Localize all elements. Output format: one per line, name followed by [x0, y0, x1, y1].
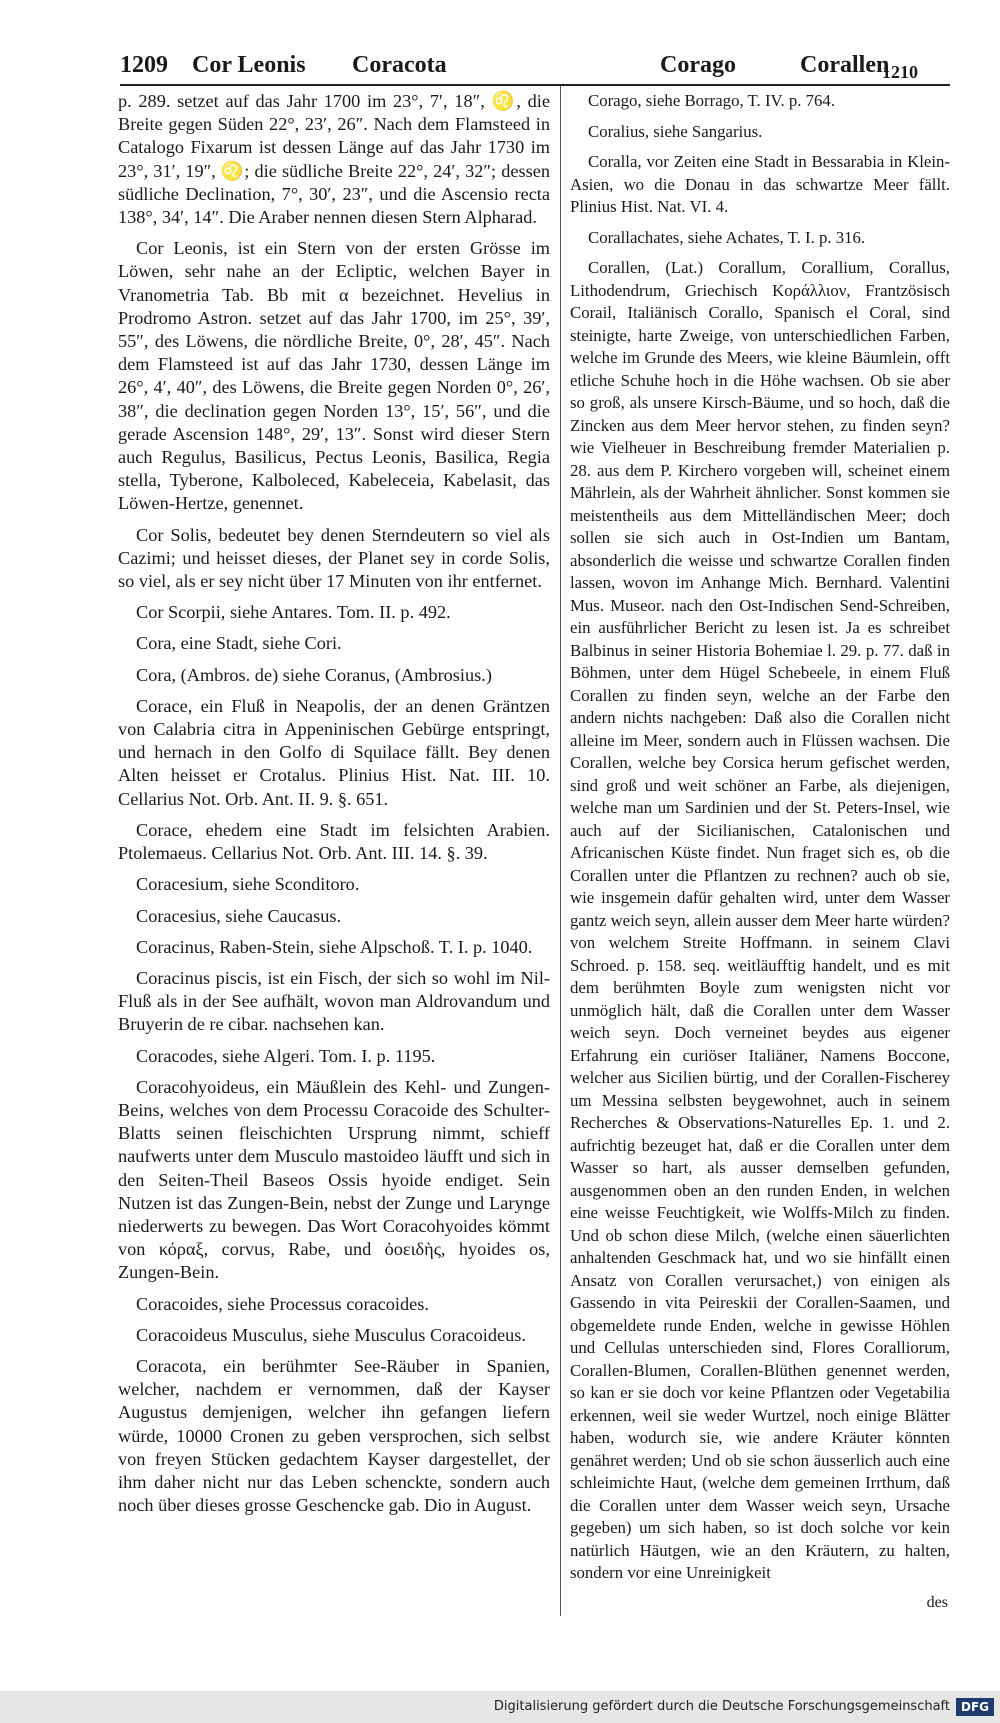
dfg-logo: DFG	[956, 1698, 994, 1716]
entry-cor-solis: Cor Solis, bedeutet bey denen Sterndeutern so viel als Cazimi; und heisset dieses, der Planet sey in corde Solis, so viel, als er sey nicht über 17 Minuten von ihr entfernet.	[118, 524, 550, 592]
entry-corace-stadt: Corace, ehedem eine Stadt im felsichten Arabien. Ptolemaeus. Cellarius Not. Orb. Ant. III. 14. §. 39.	[118, 819, 550, 864]
page-number-right: 1210	[882, 62, 918, 82]
catchword: des	[926, 1594, 948, 1611]
entry-coracesius: Coracesius, siehe Caucasus.	[136, 905, 342, 926]
entry-coracinus: Coracinus, Raben-Stein, siehe Alpschoß. T. I. p. 1040.	[136, 936, 533, 957]
entry-coralla: Coralla, vor Zeiten eine Stadt in Bessarabia in Klein-Asien, wo die Donau in das schwartze Meer fällt. Plinius Hist. Nat. VI. 4.	[570, 152, 950, 216]
entry-cor-scorpii: Cor Scorpii, siehe Antares. Tom. II. p. 492.	[136, 602, 451, 623]
entry-coracinus-piscis: Coracinus piscis, ist ein Fisch, der sich so wohl im Nil-Fluß als in der See aufhält, wovon man Aldrovandum und Bruyerin de re cibar. nachsehen kan.	[118, 967, 550, 1035]
entry-cor-leonis: Cor Leonis, ist ein Stern von der ersten Grösse im Löwen, sehr nahe an der Ecliptic, welchen Bayer in Vranometria Tab. Bb mit α bezeichnet. Hevelius in Prodromo Astron. setzet auf das Jahr 1700, im 25°, 39′, 55″, des Löwens, die nördliche Breite, 0°, 28′, 45″. Nach dem Flamsteed ist auf das Jahr 1730, dessen Länge im 26°, 4′, 40″, des Löwens, die Breite gegen Norden 0°, 26′, 38″, die declination gegen Norden 13°, 15′, 56″, und die gerade Ascension 148°, 29′, 13″. Sonst wird dieser Stern auch Regulus, Basilicus, Pectus Leonis, Basilica, Regia stella, Tyberone, Kalboleced, Kabeleceia, Kabelasit, das Löwen-Hertze, genennet.	[118, 238, 550, 514]
page-number-left: 1209	[120, 52, 168, 78]
header-rule	[120, 84, 950, 86]
page-header	[120, 52, 960, 82]
header-word-cor-leonis: Cor Leonis	[192, 52, 306, 78]
entry-coracoideus-musculus: Coracoideus Musculus, siehe Musculus Coracoideus.	[136, 1324, 526, 1345]
digitization-footer	[0, 1691, 1000, 1723]
header-word-corago: Corago	[660, 52, 736, 78]
entry-coracota: Coracota, ein berühmter See-Räuber in Spanien, welcher, nachdem er vernommen, daß der Kayser Augustus demjenigen, welcher ihn gefangen liefern würde, 10000 Cronen zu geben versprochen, sich selbst von freyen Stücken gedachtem Kayser dargestellet, der ihm daher nicht nur das Leben schenckte, sondern auch noch über dieses grosse Geschencke gab. Dio in August.	[118, 1355, 550, 1516]
footer-credit: Digitalisierung gefördert durch die Deutsche Forschungsgemeinschaft	[493, 1699, 950, 1714]
entry-continuation: p. 289. setzet auf das Jahr 1700 im 23°, 7′, 18″, ♌, die Breite gegen Süden 22°, 23′, 26″. Nach dem Flamsteed in Catalogo Fixarum ist dessen Länge auf das Jahr 1730 im 23°, 31′, 19″, ♌; die südliche Breite 22°, 24′, 32″; dessen südliche Declination, 7°, 30′, 23″, und die Ascensio recta 138°, 34′, 14″. Die Araber nennen diesen Stern Alpharad.	[118, 91, 550, 228]
header-word-corallen: Corallen	[800, 52, 890, 78]
entry-cora-ambros: Cora, (Ambros. de) siehe Coranus, (Ambrosius.)	[136, 664, 492, 685]
entry-corallachates: Corallachates, siehe Achates, T. I. p. 316.	[588, 227, 866, 247]
entry-coracesium: Coracesium, siehe Sconditoro.	[136, 874, 360, 895]
entry-corallen: Corallen, (Lat.) Corallum, Corallium, Corallus, Lithodendrum, Griechisch Κοράλλιον, Frantzösisch Corail, Italiänisch Corallo, Spanisch el Coral, sind steinigte, harte Zweige, von unterschiedlichen Farben, welche im Grunde des Meers, wie kleine Bäumlein, offt etliche Schuhe hoch in die Höhe wachsen. Ob sie aber so groß, als unsere Kirsch-Bäume, und so hoch, daß die Zincken aus dem Meer hervor stehen, zu finden seyn? wie Vielheuer in Beschreibung fremder Materialien p. 28. aus dem P. Kirchero vorgeben will, scheinet einem Mährlein, als der Wahrheit ähnlicher. Sonst kommen sie meistentheils aus dem Mittelländischen Meer; doch sollen sie sich auch in Ost-Indien um Bantam, absonderlich die weisse und schwartze Corallen finden lassen, wovon im Anhange Mich. Bernhard. Valentini Mus. Museor. nach den Ost-Indischen Send-Schreiben, ein ausführlicher Bericht zu lesen ist. Ja es schreibet Balbinus in seiner Historia Bohemiae l. 29. p. 77. daß in Böhmen, unter dem Hügel Schebeele, in einem Fluß Corallen zu finden seyn, welche an der Farbe den andern nichts nachgeben: Daß also die Corallen nicht alleine im Meer, sondern auch in Flüssen wachsen. Die Corallen, welche bey Corsica herum gefischet werden, sind groß und weit schöner an Farbe, als diejenigen, welche man um Sardinien und der St. Peters-Insel, wie auch auf der Sicilianischen, Catalonischen und Africanischen Küste findet. Nun fraget sich es, ob die Corallen unter die Pflantzen zu rechnen? auch ob sie, wie insgemein dafür gehalten wird, unter dem Wasser gantz weich seyn, allein ausser dem Meer harte würden? von welchem Streite Hoffmann. in seinem Clavi Schroed. p. 158. seq. weitläufftig handelt, und es mit dem berühmten Boyle zum wenigsten nicht vor unmöglich hält, daß die Corallen unter dem Wasser weich seyn. Doch verneinet beydes aus eigener Erfahrung ein curiöser Italiäner, Namens Boccone, welcher aus Sicilien bürtig, und der Corallen-Fischerey um Messina selbsten beygewohnet, auch in seinem Recherches & Observations-Naturelles Ep. 1. und 2. aufrichtig bezeuget hat, daß er die Corallen unter dem Wasser so hart, als ausser demselben gefunden, ausgenommen oben an den runden Enden, in welchen eine weisse Feuchtigkeit, wie Wolffs-Milch zu finden. Und ob schon diese Milch, (welche einen säuerlichten anhaltenden Geschmack hat, und wo sie hinfällt einen Ansatz von Corallen verursachet,) von einigen als Gassendo in vita Peireskii der Corallen-Saamen, und obgemeldete runde Enden, welche in gewisse Höhlen und Cellulas unterschieden sind, Flores Coralliorum, Corallen-Blumen, Corallen-Blüthen genennet werden, so kan er sie doch vor keine Pflantzen oder Vegetabilia erkennen, weil sie weder Wurtzel, noch einige Blätter haben, wodurch sie, wie andere Kräuter könnten genähret werden; Und ob sie schon äusserlich auch eine schleimichte Haut, (welche dem gemeinen Irrthum, daß die Corallen unter dem Wasser weich seyn, Ursache gegeben) um sich haben, so ist doch solche vor kein natürlich Häutgen, wie an den Kräutern, zu halten, sondern vor eine Unreinigkeit	[570, 258, 950, 1582]
entry-corace-fluss: Corace, ein Fluß in Neapolis, der an denen Gräntzen von Calabria citra in Appeninischen Gebürge entspringt, und hernach in den Golfo di Squilace fällt. Bey denen Alten heisset er Crotalus. Plinius Hist. Nat. III. 10. Cellarius Not. Orb. Ant. II. 9. §. 651.	[118, 695, 550, 809]
column-divider	[560, 86, 561, 1616]
header-word-coracota: Coracota	[352, 52, 447, 78]
entry-coracoides: Coracoides, siehe Processus coracoides.	[136, 1293, 429, 1314]
entry-coracodes: Coracodes, siehe Algeri. Tom. I. p. 1195.	[136, 1045, 436, 1066]
entry-corago: Corago, siehe Borrago, T. IV. p. 764.	[588, 91, 836, 110]
entry-cora-stadt: Cora, eine Stadt, siehe Cori.	[136, 633, 342, 654]
left-column	[118, 90, 550, 1525]
right-column	[570, 90, 950, 1593]
entry-coralius: Coralius, siehe Sangarius.	[588, 121, 763, 141]
entry-coracohyoideus: Coracohyoideus, ein Mäußlein des Kehl- und Zungen-Beins, welches von dem Processu Coracoide des Schulter-Blatts seinen fleischichten Ursprung nimmt, schieff naufwerts unter dem Musculo mastoideo läufft und sich in den Seiten-Theil Baseos Ossis hyoide endiget. Sein Nutzen ist das Zungen-Bein, nebst der Zunge und Larynge niederwerts zu bewegen. Das Wort Coracohyoides kömmt von κόραξ, corvus, Rabe, und ὀοειδὴς, hyoides os, Zungen-Bein.	[118, 1076, 550, 1283]
